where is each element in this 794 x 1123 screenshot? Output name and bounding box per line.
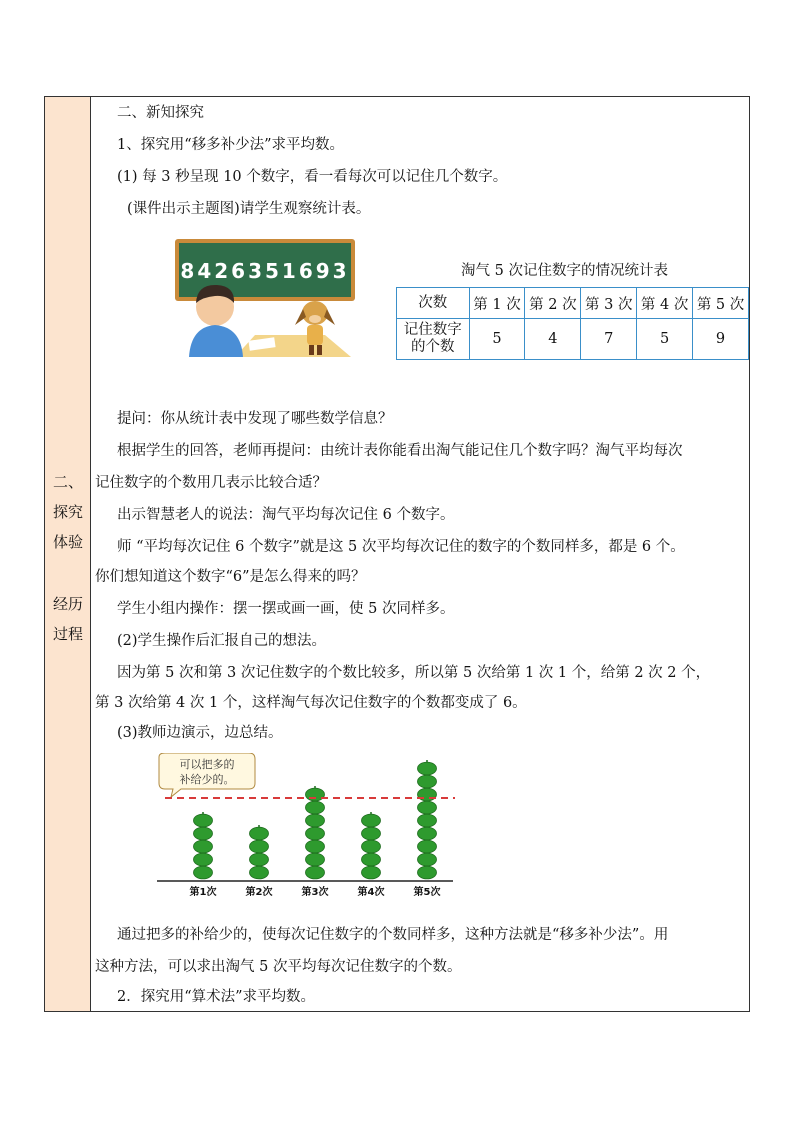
bead [418, 827, 437, 840]
bead [418, 853, 437, 866]
bead [306, 866, 325, 879]
stat-value-2: 4 [525, 319, 581, 360]
paragraph-explain: 因为第 5 次和第 3 次记住数字的个数比较多，所以第 5 次给第 1 次 1 个，给第 2 次 2 个， [117, 665, 711, 681]
bead [418, 775, 437, 788]
section-label-column [45, 97, 91, 1011]
bead [194, 853, 213, 866]
paragraph-followup: 根据学生的回答，老师再提问：由统计表你能看出淘气能记住几个数字吗？淘气平均每次 [117, 443, 683, 459]
stat-value-5: 9 [693, 319, 749, 360]
bead [362, 866, 381, 879]
stat-col-1: 第 1 次 [469, 288, 525, 319]
bead [194, 827, 213, 840]
bead-label-5: 第5次 [413, 887, 441, 898]
stat-col-4: 第 4 次 [637, 288, 693, 319]
section-heading: 二、新知探究 [117, 105, 204, 121]
bead [250, 840, 269, 853]
paragraph-wise-elder: 出示智慧老人的说法：淘气平均每次记住 6 个数字。 [117, 507, 455, 523]
paragraph-step2: (2)学生操作后汇报自己的想法。 [117, 633, 327, 649]
bead [418, 814, 437, 827]
bead [418, 801, 437, 814]
bead [362, 814, 381, 827]
section-label-4: 经历 [52, 595, 83, 613]
bead [362, 840, 381, 853]
section-label-3: 体验 [52, 533, 83, 551]
subheading-2: 2．探究用“算术法”求平均数。 [117, 989, 316, 1005]
paragraph-explain-cont: 第 3 次给第 4 次 1 个，这样淘气每次记住数字的个数都变成了 6。 [95, 695, 527, 711]
stat-table-title: 淘气 5 次记住数字的情况统计表 [461, 263, 668, 279]
paragraph-group-work: 学生小组内操作：摆一摆或画一画，使 5 次同样多。 [117, 601, 455, 617]
bead [306, 827, 325, 840]
bead-label-1: 第1次 [189, 887, 217, 898]
stat-value-3: 7 [581, 319, 637, 360]
stat-value-1: 5 [469, 319, 525, 360]
stat-row-label: 记住数字的个数 [397, 319, 470, 360]
section-label-1: 二、 [52, 473, 83, 491]
section-label-5: 过程 [52, 625, 83, 643]
paragraph-question: 提问：你从统计表中发现了哪些数学信息？ [117, 411, 393, 427]
bead [194, 866, 213, 879]
stat-table [396, 287, 749, 360]
speech-bubble-text-2: 补给少的。 [179, 773, 235, 786]
bead [306, 801, 325, 814]
bead [418, 840, 437, 853]
stat-header-label: 次数 [397, 288, 470, 319]
bead-label-4: 第4次 [357, 887, 385, 898]
bead [306, 840, 325, 853]
paragraph-step1: (1) 每 3 秒呈现 10 个数字，看一看每次可以记住几个数字。 [117, 169, 508, 185]
subheading-1: 1、探究用“移多补少法”求平均数。 [117, 137, 345, 153]
bead [250, 827, 269, 840]
theme-illustration [175, 239, 355, 357]
bead [418, 866, 437, 879]
stat-col-3: 第 3 次 [581, 288, 637, 319]
bead-label-2: 第2次 [245, 887, 273, 898]
paragraph-summary-cont: 这种方法，可以求出淘气 5 次平均每次记住数字的个数。 [95, 959, 462, 975]
bead [362, 827, 381, 840]
stat-value-4: 5 [637, 319, 693, 360]
stat-col-2: 第 2 次 [525, 288, 581, 319]
speech-bubble-text-1: 可以把多的 [179, 758, 235, 771]
bead-label-3: 第3次 [301, 887, 329, 898]
bead [250, 853, 269, 866]
paragraph-step3: (3)教师边演示，边总结。 [117, 725, 283, 741]
bead [194, 814, 213, 827]
bead [250, 866, 269, 879]
paragraph-observe: (课件出示主题图)请学生观察统计表。 [127, 201, 371, 217]
lesson-table [44, 96, 750, 1012]
paragraph-followup-cont: 记住数字的个数用几表示比较合适？ [95, 475, 327, 491]
paragraph-teacher-cont: 你们想知道这个数字“6”是怎么得来的吗？ [95, 569, 366, 585]
content-cell [91, 97, 749, 1011]
bead-diagram [157, 753, 487, 903]
bead [306, 853, 325, 866]
bead [362, 853, 381, 866]
board-digits: 8426351693 [180, 259, 350, 283]
stat-col-5: 第 5 次 [693, 288, 749, 319]
paragraph-teacher: 师 “平均每次记住 6 个数字”就是这 5 次平均每次记住的数字的个数同样多，都是 6 个。 [117, 539, 685, 555]
paragraph-summary: 通过把多的补给少的，使每次记住数字的个数同样多，这种方法就是“移多补少法”。用 [117, 927, 669, 943]
bead [306, 814, 325, 827]
bead [418, 762, 437, 775]
bead [194, 840, 213, 853]
section-label-2: 探究 [52, 503, 83, 521]
